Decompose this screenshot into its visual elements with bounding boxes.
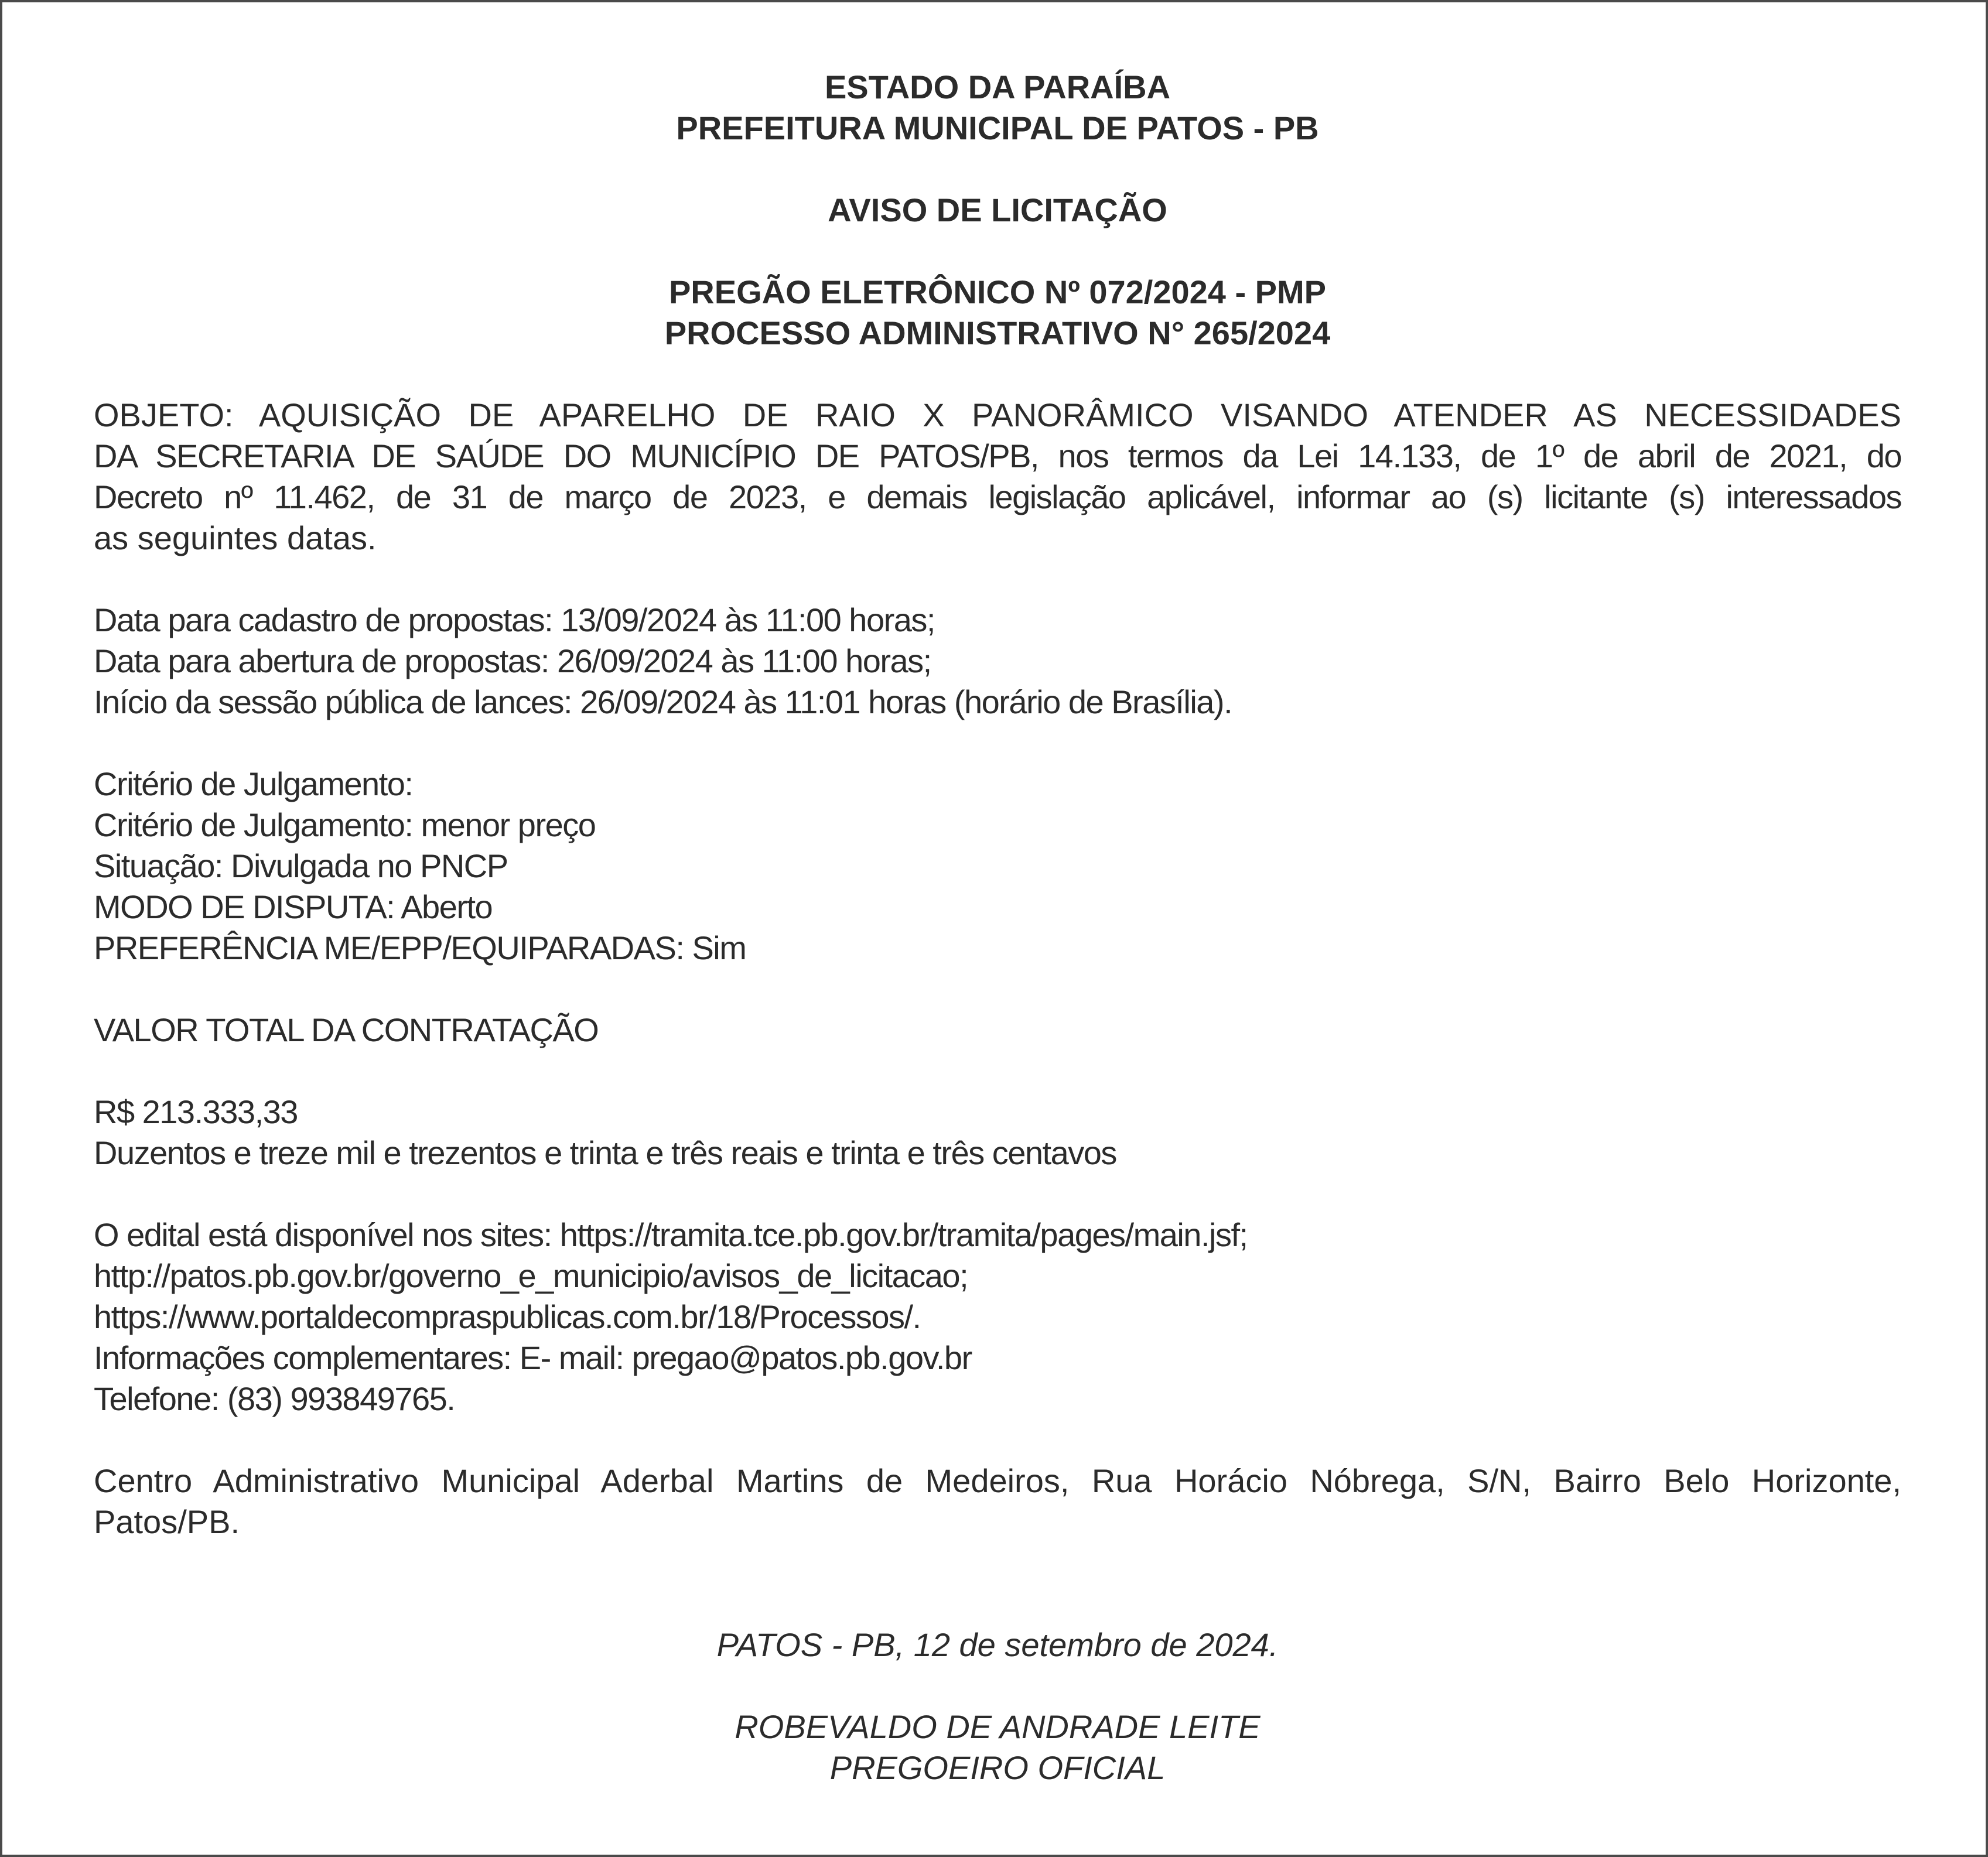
value-block [94,1010,1901,1174]
date-line: Data para abertura de propostas: 26/09/2024 às 11:00 horas; [94,642,931,679]
criteria-line: Critério de Julgamento: menor preço [94,806,596,843]
notice-body [94,67,1901,1788]
availability-line: O edital está disponível nos sites: https://tramita.tce.pb.gov.br/tramita/pages/main.jsf; [94,1216,1248,1253]
criteria-line: MODO DE DISPUTA: Aberto [94,888,493,925]
address-line: Patos/PB. [94,1503,240,1540]
criteria-line: Situação: Divulgada no PNCP [94,847,508,884]
availability-block [94,1215,1901,1420]
date-line: Início da sessão pública de lances: 26/09/2024 às 11:01 horas (horário de Brasília). [94,683,1232,720]
value-heading: VALOR TOTAL DA CONTRATAÇÃO [94,1011,599,1048]
signer-name: ROBEVALDO DE ANDRADE LEITE [735,1708,1261,1745]
criteria-line: Critério de Julgamento: [94,765,413,802]
address-block [94,1461,1901,1543]
object-line: Decreto nº 11.462, de 31 de março de 2023, e demais legislação aplicável, informar ao (s) licitante (s) interessados [94,478,1901,515]
dates-block [94,600,1901,723]
place-date: PATOS - PB, 12 de setembro de 2024. [716,1626,1279,1663]
object-line: DA SECRETARIA DE SAÚDE DO MUNICÍPIO DE PATOS/PB, nos termos da Lei 14.133, de 1º de abril de 2021, do [94,437,1901,474]
criteria-line: PREFERÊNCIA ME/EPP/EQUIPARADAS: Sim [94,929,746,966]
availability-line: http://patos.pb.gov.br/governo_e_municipio/avisos_de_licitacao; [94,1257,968,1294]
state-heading: ESTADO DA PARAÍBA [824,69,1171,105]
availability-line: https://www.portaldecompraspublicas.com.br/18/Processos/. [94,1298,921,1335]
signer-role: PREGOEIRO OFICIAL [829,1749,1166,1786]
availability-line: Telefone: (83) 993849765. [94,1380,455,1417]
auction-number: PREGÃO ELETRÔNICO Nº 072/2024 - PMP [668,273,1327,310]
date-line: Data para cadastro de propostas: 13/09/2024 às 11:00 horas; [94,601,935,638]
object-line: as seguintes datas. [94,519,377,556]
availability-line: Informações complementares: E- mail: pregao@patos.pb.gov.br [94,1339,972,1376]
criteria-block [94,764,1901,969]
process-number: PROCESSO ADMINISTRATIVO N° 265/2024 [664,314,1331,351]
object-paragraph [94,395,1901,559]
value-amount: R$ 213.333,33 [94,1093,298,1130]
footer-block [94,1625,1901,1788]
city-hall-heading: PREFEITURA MUNICIPAL DE PATOS - PB [676,110,1319,146]
header-block [94,67,1901,354]
value-amount-words: Duzentos e treze mil e trezentos e trinta e três reais e trinta e três centavos [94,1134,1116,1171]
object-line: OBJETO: AQUISIÇÃO DE APARELHO DE RAIO X PANORÂMICO VISANDO ATENDER AS NECESSIDADES [94,396,1901,433]
notice-type-heading: AVISO DE LICITAÇÃO [828,191,1167,228]
address-line: Centro Administrativo Municipal Aderbal Martins de Medeiros, Rua Horácio Nóbrega, S/N, Bairro Belo Horizonte, [94,1462,1901,1499]
